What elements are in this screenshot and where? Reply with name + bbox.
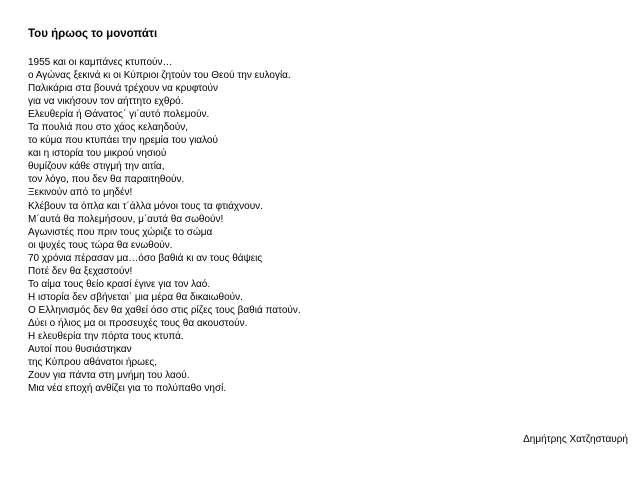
poem-line: Τα πουλιά που στο χάος κελαηδούν, bbox=[28, 122, 188, 134]
poem-line: 1955 και οι καμπάνες κτυπούν… bbox=[28, 57, 173, 68]
poem-line: και η ιστορία του μικρού νησιού bbox=[28, 148, 167, 160]
poem-line: Αγωνιστές που πριν τους χώριζε το σώμα bbox=[28, 226, 213, 238]
poem-line: Παλικάρια στα βουνά τρέχουν να κρυφτούν bbox=[28, 83, 219, 95]
poem-line: Ελευθερία ή Θάνατος΄ γι΄αυτό πολεμούν. bbox=[28, 109, 210, 121]
poem-line: Ζουν για πάντα στη μνήμη του λαού. bbox=[28, 370, 190, 382]
poem-line: Ξεκινούν από το μηδέν! bbox=[28, 187, 133, 199]
poem-line: Ποτέ δεν θα ξεχαστούν! bbox=[28, 265, 133, 277]
poem-line: θυμίζουν κάθε στιγμή την αιτία, bbox=[28, 161, 165, 173]
poem-line: για να νικήσουν τον αήττητο εχθρό. bbox=[28, 96, 184, 108]
poem-line: της Κύπρου αθάνατοι ήρωες, bbox=[28, 357, 158, 369]
poem-title: Του ήρωος το μονοπάτι bbox=[28, 28, 158, 40]
poem-line: τον λόγο, που δεν θα παραιτηθούν. bbox=[28, 174, 185, 186]
poem-line: ο Αγώνας ξεκινά κι οι Κύπριοι ζητούν του Θεού την ευλογία. bbox=[28, 70, 291, 82]
poem-line: Ο Ελληνισμός δεν θα χαθεί όσο στις ρίζες τους βαθιά πατούν. bbox=[28, 304, 301, 316]
poem-author: Δημήτρης Χατζησταυρή bbox=[523, 434, 628, 445]
poem-line: Μ΄αυτά θα πολεμήσουν, μ΄αυτά θα σωθούν! bbox=[28, 213, 224, 225]
poem-line: οι ψυχές τους τώρα θα ενωθούν. bbox=[28, 239, 173, 251]
poem-body bbox=[28, 56, 301, 395]
poem-line: Μια νέα εποχή ανθίζει για το πολύπαθο νησί. bbox=[28, 383, 227, 395]
poem-line: Το αίμα τους θείο κρασί έγινε για τον λαό. bbox=[28, 278, 211, 290]
poem-line: Η ελευθερία την πόρτα τους κτυπά. bbox=[28, 330, 184, 342]
poem-line: Αυτοί που θυσιάστηκαν bbox=[28, 344, 132, 356]
poem-line: Κλέβουν τα όπλα και τ΄άλλα μόνοι τους τα φτιάχνουν. bbox=[28, 200, 263, 212]
poem-line: το κύμα που κτυπάει την ηρεμία του γιαλού bbox=[28, 135, 218, 147]
poem-line: 70 χρόνια πέρασαν μα…όσο βαθιά κι αν τους θάψεις bbox=[28, 252, 263, 264]
poem-line: Δύει ο ήλιος μα οι προσευχές τους θα ακουστούν. bbox=[28, 317, 248, 329]
poem-line: Η ιστορία δεν σβήνεται΄ μια μέρα θα δικαιωθούν. bbox=[28, 291, 243, 303]
